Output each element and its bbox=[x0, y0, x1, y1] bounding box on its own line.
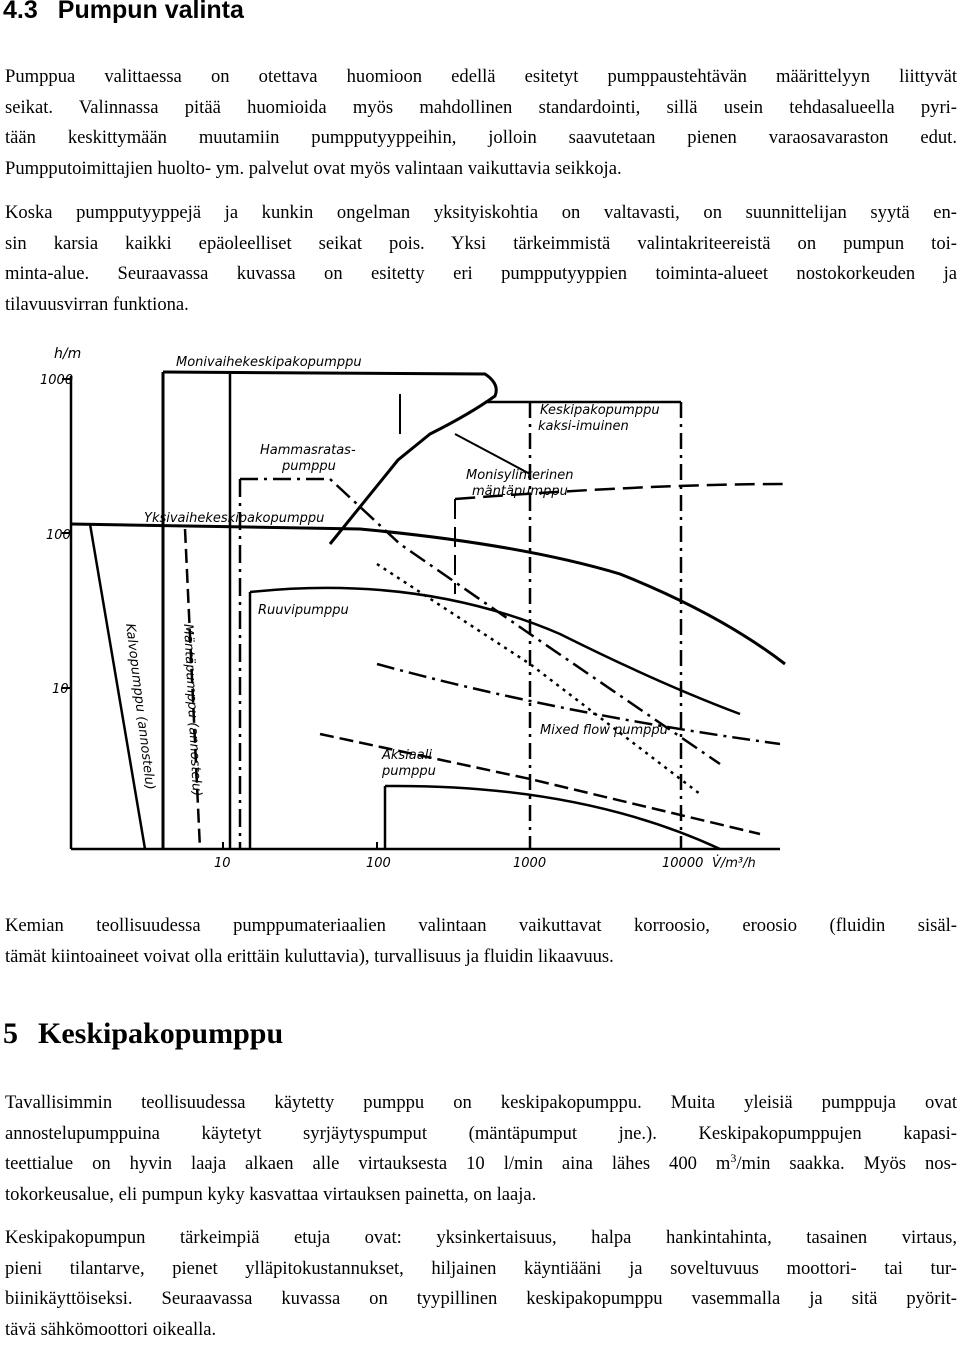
text-line: Kemian teollisuudessa pumppumateriaalien valintaan vaikuttavat korroosio, eroosio (fluidin sisäl- bbox=[5, 911, 957, 942]
region-label-hammasratas: pumppu bbox=[281, 459, 336, 474]
x-tick-label: 1000 bbox=[513, 856, 546, 871]
text-line: minta-alue. Seuraavassa kuvassa on esitetty eri pumpputyyppien toiminta-alueet nostokorkeuden ja bbox=[5, 259, 957, 290]
region-label-aksiaali: pumppu bbox=[381, 764, 436, 779]
text-line: sin karsia kaikki epäoleelliset seikat pois. Yksi tärkeimmistä valintakriteereistä on pumpun toi- bbox=[5, 229, 957, 260]
text-line: seikat. Valinnassa pitää huomioida myös mahdollinen standardointi, sillä usein tehdasalueella pyri- bbox=[5, 93, 957, 124]
superscript: 3 bbox=[730, 1151, 736, 1165]
text-line: pieni tilantarve, pienet ylläpitokustannukset, hiljainen käyntiääni ja soveltuvuus moottori- tai tur- bbox=[5, 1254, 957, 1285]
x-tick-label: 100 bbox=[366, 856, 391, 871]
region-label-monivaihe: Monivaihekeskipakopumppu bbox=[176, 355, 362, 370]
chapter-title: Keskipakopumppu bbox=[38, 1017, 283, 1050]
paragraph-centrifugal-advantages bbox=[5, 1223, 957, 1345]
x-tick-label: 10000 bbox=[662, 856, 703, 871]
y-axis-label: h/m bbox=[54, 346, 81, 362]
pump-operating-range-figure bbox=[0, 334, 800, 894]
paragraph-selection-intro bbox=[5, 62, 957, 184]
region-label-hammasratas: Hammasratas- bbox=[260, 443, 356, 458]
section-heading bbox=[3, 0, 244, 25]
text-line: tään keskittymään muutamiin pumpputyyppeihin, jolloin saavutetaan pienen varaosavaraston edut. bbox=[5, 123, 957, 154]
paragraph-selection-criteria bbox=[5, 198, 957, 320]
region-label-keskipako-kaksi: Keskipakopumppu bbox=[540, 403, 660, 418]
chapter-heading bbox=[3, 1017, 283, 1051]
region-label-kalvo: Kalvopumppu (annostelu) bbox=[122, 623, 157, 791]
region-label-ruuvi: Ruuvipumppu bbox=[258, 603, 349, 618]
text-line: Pumpputoimittajien huolto- ym. palvelut ovat myös valintaan vaikuttavia seikkoja. bbox=[5, 154, 957, 185]
region-label-monisylinteri: mäntäpumppu bbox=[472, 484, 568, 499]
aksiaali-boundary bbox=[385, 786, 720, 849]
region-label-yksivaihe: Yksivaihekeskipakopumppu bbox=[144, 511, 324, 526]
text-line: Pumppua valittaessa on otettava huomioon edellä esitetyt pumppaustehtävän määrittelyyn liittyvät bbox=[5, 62, 957, 93]
region-label-aksiaali: Aksiaali bbox=[381, 748, 432, 763]
text-line: Koska pumpputyyppejä ja kunkin ongelman yksityiskohtia on valtavasti, on suunnittelijan syytä en- bbox=[5, 198, 957, 229]
region-label-monisylinteri: Monisylinterinen bbox=[466, 468, 573, 483]
text-line: biinikäyttöiseksi. Seuraavassa kuvassa on tyypillinen keskipakopumppu vasemmalla ja sitä pyörit- bbox=[5, 1284, 957, 1315]
text-line: tävä sähkömoottori oikealla. bbox=[5, 1315, 957, 1345]
y-tick-label: 100 bbox=[46, 528, 71, 543]
text-line bbox=[5, 1149, 957, 1180]
y-tick-label: 1000 bbox=[40, 373, 73, 388]
region-label-keskipako-kaksi: kaksi-imuinen bbox=[538, 419, 629, 434]
section-number: 4.3 bbox=[3, 0, 38, 24]
text-line: tilavuusvirran funktiona. bbox=[5, 290, 957, 321]
text-line: Keskipakopumpun tärkeimpiä etuja ovat: yksinkertaisuus, halpa hankintahinta, tasainen virtaus, bbox=[5, 1223, 957, 1254]
chapter-number: 5 bbox=[3, 1017, 18, 1050]
region-label-mixed-flow: Mixed flow pumppu bbox=[540, 723, 668, 738]
y-tick-label: 10 bbox=[52, 682, 69, 697]
text-line: Tavallisimmin teollisuudessa käytetty pumppu on keskipakopumppu. Muita yleisiä pumppuja ovat bbox=[5, 1088, 957, 1119]
paragraph-centrifugal-intro bbox=[5, 1088, 957, 1210]
text-line: tokorkeusalue, eli pumpun kyky kasvattaa virtauksen painetta, on laaja. bbox=[5, 1180, 957, 1211]
text-fragment: /min saakka. Myös nos- bbox=[736, 1153, 957, 1174]
x-axis-label: V̇/m³/h bbox=[712, 856, 756, 871]
region-label-manta: Mäntäpumppu (annostelu) bbox=[180, 623, 204, 796]
text-line: tämät kiintoaineet voivat olla erittäin kuluttavia), turvallisuus ja fluidin likaavuus. bbox=[5, 942, 957, 973]
paragraph-materials bbox=[5, 911, 957, 972]
yksivaihe-boundary bbox=[71, 524, 785, 664]
text-fragment: teettialue on hyvin laaja alkaen alle virtauksesta 10 l/min aina lähes 400 m bbox=[5, 1153, 730, 1174]
section-title: Pumpun valinta bbox=[58, 0, 244, 24]
x-tick-label: 10 bbox=[214, 856, 231, 871]
text-line: annostelupumppuina käytetyt syrjäytyspumput (mäntäpumput jne.). Keskipakopumppujen kapasi- bbox=[5, 1119, 957, 1150]
